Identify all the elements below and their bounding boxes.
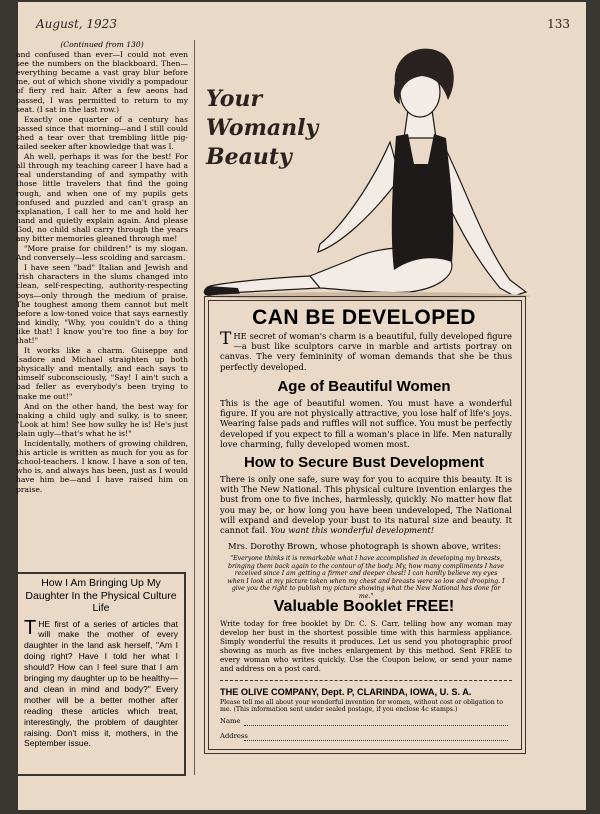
address-label: Address <box>220 732 248 740</box>
issue-date: August, 1923 <box>36 17 117 31</box>
name-label: Name <box>220 717 241 725</box>
heading-secure: How to Secure Bust Development <box>243 454 485 471</box>
model-photo <box>200 38 540 300</box>
headline-line: Your <box>206 86 263 112</box>
continued-note: (Continued from 130) <box>60 40 144 49</box>
notice-title: How I Am Bringing Up My Daughter In the Physical Culture Life <box>25 577 177 614</box>
coupon-company: THE OLIVE COMPANY, Dept. P, CLARINDA, IOWA, U. S. A. <box>220 687 472 697</box>
article-paragraph: Ah well, perhaps it was for the best! For all through my teaching career I have had a real understanding of and sympathy with those little travelers that find the going rough, and when one of my pupils gets confused and puzzled and can't grasp an explanation, I call her to me and hold her hand and quietly explain again. And please God, no child shall carry through the years any bitter memories gleaned through me! <box>16 152 188 243</box>
testimonial-intro: Mrs. Dorothy Brown, whose photograph is shown above, writes: <box>228 541 502 551</box>
notice-dropcap: T <box>24 616 37 639</box>
ad-intro <box>220 331 512 372</box>
intro-text: HE secret of woman's charm is a beautiful, fully developed figure—a bust like sculptors carve in marble and artists portray on canvas. The very femininity of woman demands that she be thus perfectly developed. <box>220 331 512 372</box>
article-paragraph: "More praise for children!" is my slogan. And conversely—less scolding and sarcasm. <box>16 244 188 263</box>
headline-line: Beauty <box>206 144 292 170</box>
secure-paragraph <box>220 474 512 535</box>
ad-title: CAN BE DEVELOPED <box>252 306 476 329</box>
name-line <box>244 725 508 726</box>
headline-line: Womanly <box>206 115 319 141</box>
article-paragraph: and confused than ever—I could not even see the numbers on the blackboard. Then—everything became a vast gray blur before me, out of which shone vividly a pompadour of fiery red hair. After a few aeons had passed, I was permitted to return to my seat. (I sat in the last row.) <box>16 50 188 114</box>
article-paragraph: Incidentally, mothers of growing children, this article is written as much for you as for school-teachers. I know. I have a son of ten, who is, and always has been, just as I would have him be—and I have raised him on praise. <box>16 439 188 494</box>
article-paragraph: Exactly one quarter of a century has passed since that morning—and I still could shed a tear over that trembling little pig-tailed seeker after knowledge that was I. <box>16 114 188 152</box>
secure-emphasis: You want this wonderful development! <box>270 525 435 536</box>
age-text: This is the age of beautiful women. You must have a wonderful figure. If you are not physically attractive, you lose half of life's joys. Wearing false pads and ruffles will not suffice. You must be perfectly developed if you expect to fill a woman's place in life. Men naturally love charming, fully developed women most. <box>220 398 512 449</box>
article-paragraph: And on the other hand, the best way for making a child ugly and sulky, is to sneer, "Look at him! See how sulky he is! He's just plain ugly—that's what he is!" <box>16 401 188 438</box>
article-paragraph: I have seen "bad" Italian and Jewish and Irish characters in the slums changed into clean, self-respecting, authority-respecting boys—only through the medium of praise. The toughest among them cannot but melt before a low-toned voice that says earnestly and kindly, "Why, you couldn't do a thing like that! I know you're too fine a boy for that!" <box>16 263 188 345</box>
article-paragraph: It works like a charm. Guiseppe and Isadore and Michael straighten up both physically and mentally, and each says to himself subconsciously, "Say! I ain't such a bad feller as everybody's been trying to make me out!" <box>16 346 188 401</box>
column-divider <box>194 40 195 775</box>
next-issue-notice <box>16 572 186 776</box>
page-number: 133 <box>547 17 570 31</box>
booklet-text: Write today for free booklet by Dr. C. S. Carr, telling how any woman may develop her bust in the shortest possible time with this harmless appliance. Simply wonderful the results it produces. Let us send you photographic proof showing as much as five inches enlargement by this method. Sent FREE to every woman who writes quickly. Use the Coupon below, or send your name and address on a post card. <box>220 619 512 673</box>
coupon-address-field[interactable] <box>220 732 512 742</box>
testimonial-quote: "Everyone thinks it is remarkable what I have accomplished in developing my breasts, bringing them back again to the contour of the body. My, how many compliments I have received since I am getting a firmer and deeper chest! I can hardly believe my eyes when I look at my picture taken when my chest and breasts were so low and drooping. I give you the right to publish my picture showing what the New National has done for me." <box>227 555 505 600</box>
intro-dropcap: T <box>220 329 232 349</box>
address-line <box>244 740 508 741</box>
heading-age: Age of Beautiful Women <box>277 378 451 395</box>
heading-booklet: Valuable Booklet FREE! <box>273 598 455 615</box>
coupon-name-field[interactable] <box>220 717 512 727</box>
coupon-cut-line <box>220 680 512 681</box>
coupon-text: Please tell me all about your wonderful invention for women, without cost or obligation to me. (This information sent under sealed postage, if you enclose 4c stamps.) <box>220 699 503 714</box>
notice-text: HE first of a series of articles that will make the mother of every daughter in the land ask herself, "Am I doing right? Have I told her what I should? How can I feel sure that I am bringing my daughter up to be healthy—and clean in mind and body?" Every mother will be a better mother after reading these articles which treat, interestingly, the problem of daughter raising. Don't miss it, mothers, in the September issue. <box>24 618 178 749</box>
notice-body <box>24 616 178 750</box>
secure-text: There is only one safe, sure way for you to acquire this beauty. It is with The New National. This physical culture invention enlarges the bust from one to five inches, harmlessly, quickly. No matter how flat you may be, or how long you have been undeveloped, The National will expand and develop your bust to its natural size and beauty. It cannot fail. <box>220 474 512 536</box>
article-column <box>16 40 188 495</box>
